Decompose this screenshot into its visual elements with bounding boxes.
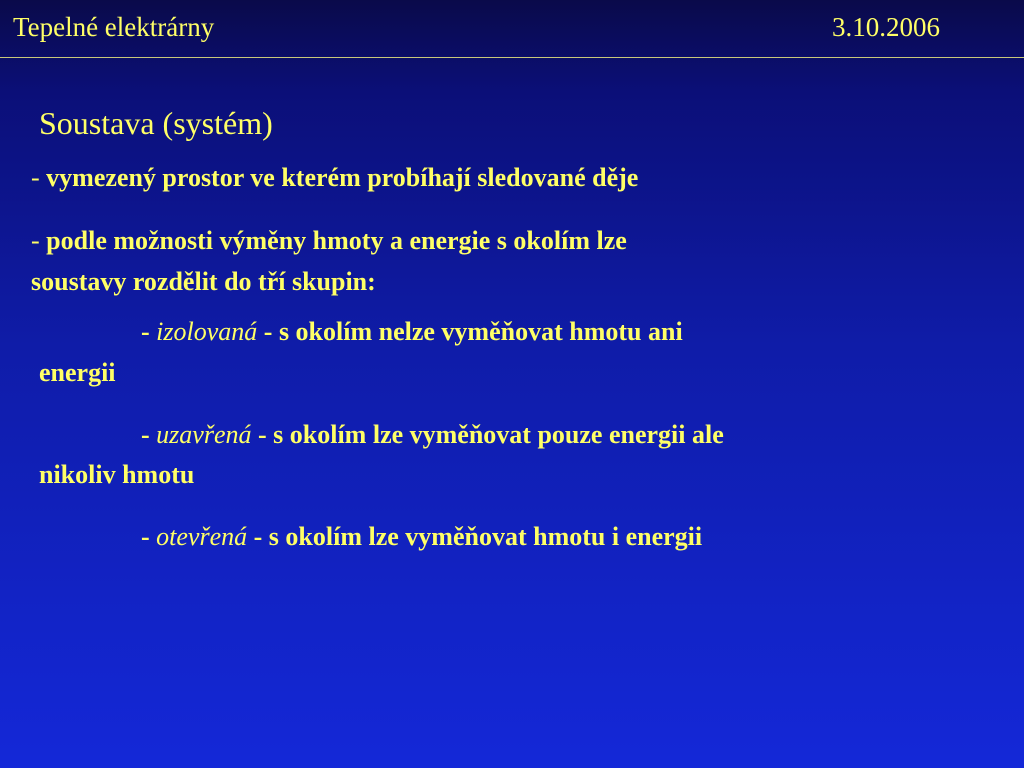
group-prefix: -	[141, 522, 157, 551]
group-prefix: -	[141, 317, 157, 346]
group-term: izolovaná	[156, 317, 258, 346]
presentation-date: 3.10.2006	[832, 12, 940, 42]
group-open-line1	[141, 520, 702, 554]
group-closed-line2: nikoliv hmotu	[39, 460, 195, 489]
group-description: - s okolím lze vyměňovat pouze energii ale	[251, 420, 724, 449]
bullet-definition	[31, 161, 638, 195]
group-term: uzavřená	[156, 420, 252, 449]
bullet-text: vymezený prostor ve kterém probíhají sledované děje	[46, 163, 639, 192]
group-isolated-line2: energii	[39, 358, 116, 387]
bullet-text: podle možnosti výměny hmoty a energie s okolím lze	[46, 226, 627, 255]
group-description: - s okolím lze vyměňovat hmotu i energii	[247, 522, 703, 551]
header-divider	[0, 57, 1024, 58]
bullet-dash: -	[31, 163, 47, 192]
bullet-classification-line2: soustavy rozdělit do tří skupin:	[31, 267, 376, 296]
group-term: otevřená	[156, 522, 248, 551]
group-closed-line1	[141, 418, 724, 452]
group-prefix: -	[141, 420, 157, 449]
group-isolated-line1	[141, 315, 683, 349]
group-description: - s okolím nelze vyměňovat hmotu ani	[257, 317, 683, 346]
presentation-title: Tepelné elektrárny	[13, 12, 215, 42]
slide-title: Soustava (systém)	[39, 105, 273, 141]
slide-header	[0, 0, 1024, 58]
bullet-dash: -	[31, 226, 47, 255]
bullet-classification-line1	[31, 224, 627, 258]
